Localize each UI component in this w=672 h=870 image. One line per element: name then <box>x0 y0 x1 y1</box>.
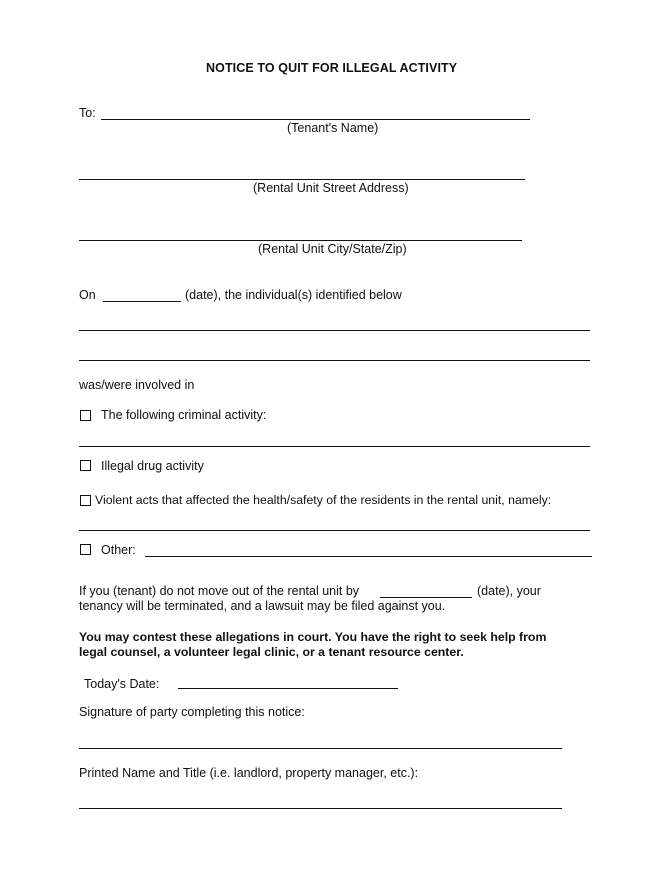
individuals-line-1[interactable] <box>79 330 590 331</box>
other-field[interactable] <box>145 556 592 557</box>
tenant-name-field[interactable] <box>101 119 530 120</box>
contest-text-2: legal counsel, a volunteer legal clinic, or a tenant resource center. <box>79 645 464 659</box>
tenant-name-caption: (Tenant's Name) <box>287 121 379 135</box>
todays-date-label: Today's Date: <box>84 677 160 691</box>
drug-activity-label: Illegal drug activity <box>101 459 204 473</box>
city-state-zip-caption: (Rental Unit City/State/Zip) <box>258 242 407 256</box>
signature-label: Signature of party completing this notice: <box>79 705 305 719</box>
signature-field[interactable] <box>79 748 562 749</box>
individuals-line-2[interactable] <box>79 360 590 361</box>
contest-text-1: You may contest these allegations in court. You have the right to seek help from <box>79 630 547 644</box>
violent-acts-label: Violent acts that affected the health/safety of the residents in the rental unit, namely: <box>95 493 552 507</box>
street-address-caption: (Rental Unit Street Address) <box>253 181 409 195</box>
on-label: On <box>79 288 96 302</box>
street-address-field[interactable] <box>79 179 525 180</box>
move-out-text-2: tenancy will be terminated, and a lawsuit may be filed against you. <box>79 599 446 613</box>
other-label: Other: <box>101 543 136 557</box>
move-out-text-1b: (date), your <box>477 584 541 598</box>
criminal-activity-checkbox[interactable] <box>80 410 91 421</box>
to-label: To: <box>79 106 96 120</box>
printed-name-label: Printed Name and Title (i.e. landlord, property manager, etc.): <box>79 766 419 780</box>
move-out-date-field[interactable] <box>380 597 472 598</box>
incident-date-field[interactable] <box>103 301 181 302</box>
printed-name-field[interactable] <box>79 808 562 809</box>
date-individuals-text: (date), the individual(s) identified below <box>185 288 402 302</box>
involved-text: was/were involved in <box>79 378 195 392</box>
drug-activity-checkbox[interactable] <box>80 460 91 471</box>
violent-acts-checkbox[interactable] <box>80 495 91 506</box>
criminal-activity-field[interactable] <box>79 446 590 447</box>
city-state-zip-field[interactable] <box>79 240 522 241</box>
other-checkbox[interactable] <box>80 544 91 555</box>
violent-acts-field[interactable] <box>79 530 590 531</box>
move-out-text-1a: If you (tenant) do not move out of the rental unit by <box>79 584 360 598</box>
page-title: NOTICE TO QUIT FOR ILLEGAL ACTIVITY <box>206 61 458 75</box>
criminal-activity-label: The following criminal activity: <box>101 408 267 422</box>
todays-date-field[interactable] <box>178 688 398 689</box>
